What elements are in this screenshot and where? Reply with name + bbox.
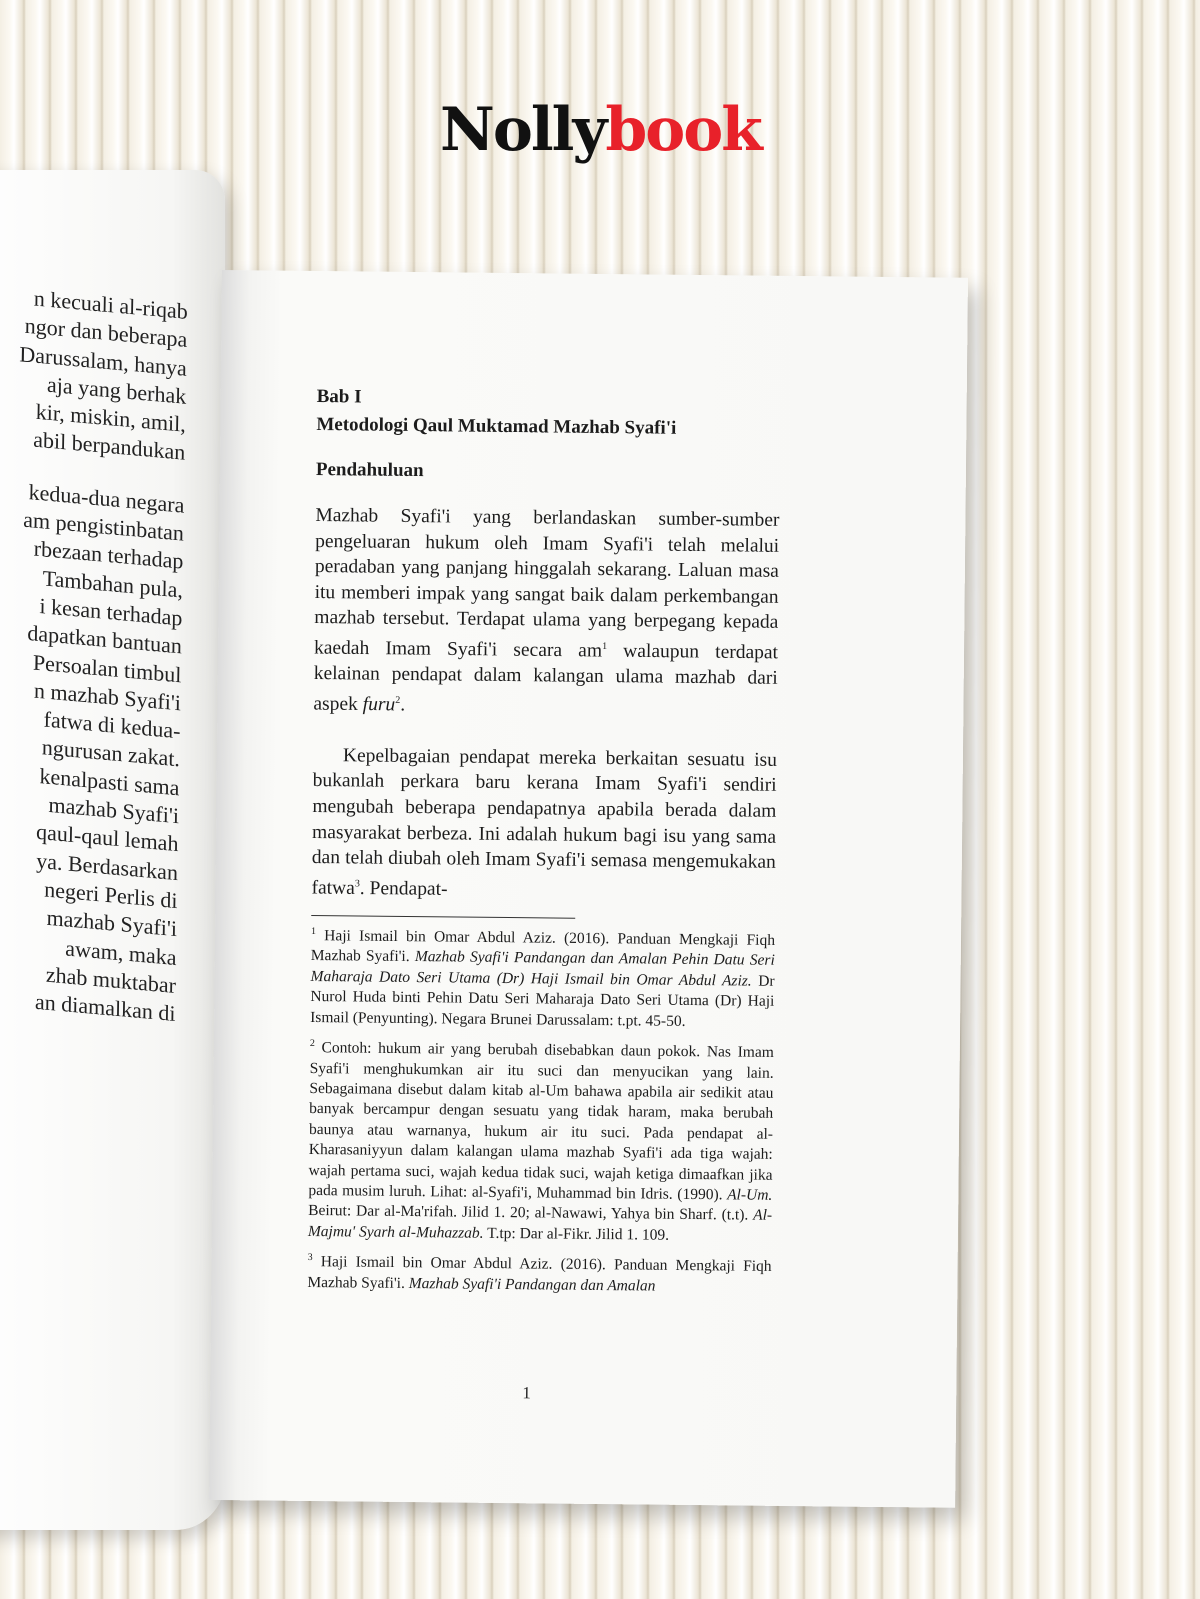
left-page-text — [0, 275, 188, 1029]
paragraph-1 — [313, 503, 779, 722]
footnote-2 — [308, 1034, 774, 1247]
left-line: an diamalkan di — [34, 988, 176, 1027]
left-line: awam, maka — [65, 934, 177, 970]
left-line: n kecuali al-riqab — [33, 285, 188, 324]
chapter-label: Bab I — [316, 385, 362, 408]
chapter-title: Metodologi Qaul Muktamad Mazhab Syafi'i — [316, 413, 677, 439]
logo-word-dark: Nolly — [440, 95, 606, 165]
left-line: kedua-dua negara — [28, 478, 185, 518]
left-line: Persoalan timbul — [32, 649, 182, 688]
left-line: dapatkan bantuan — [27, 620, 183, 659]
footnote-italic: Al-Um. — [727, 1186, 773, 1204]
paragraph-2 — [311, 743, 777, 906]
footnote-text: Dr Nurol Huda binti Pehin Datu Seri Maharaja Dato Seri Utama (Dr) Haji Ismail (Penyunting). Negara Brunei Darussalam: t.pt. 45-50. — [310, 972, 775, 1030]
left-line: ngor dan beberapa — [24, 313, 188, 353]
left-line: aja yang berhak — [46, 371, 187, 409]
logo-word-red: book — [605, 95, 761, 165]
footnote-text: Haji Ismail bin Omar Abdul Aziz. (2016). Panduan Mengkaji Fiqh Mazhab Syafi'i. — [307, 1253, 772, 1292]
footnote-italic: Mazhab Syafi'i Pandangan dan Amalan Pehin Datu Seri Maharaja Dato Seri Utama (Dr) Haji Ismail bin Omar Abdul Aziz. — [310, 948, 775, 990]
left-line: kir, miskin, amil, — [35, 398, 187, 437]
footnote-number: 3 — [307, 1252, 313, 1264]
left-line: am pengistinbatan — [23, 506, 185, 546]
footnote-number: 2 — [309, 1037, 315, 1050]
para1-text-mid: walaupun terdapat kelainan pendapat dalam kalangan ulama mazhab dari aspek — [313, 640, 779, 715]
left-line: negeri Perlis di — [44, 876, 178, 914]
footnote-italic: Mazhab Syafi'i Pandangan dan Amalan — [408, 1274, 656, 1295]
footnote-text: Beirut: Dar al-Ma'rifah. Jilid 1. 20; al-Nawawi, Yahya bin Sharf. (t.t). — [308, 1202, 754, 1225]
left-line: zhab muktabar — [45, 961, 177, 998]
left-line: kenalpasti sama — [39, 762, 180, 801]
footnote-ref-1: 1 — [602, 640, 608, 653]
left-line: qaul-qaul lemah — [35, 819, 179, 857]
left-line: ya. Berdasarkan — [36, 847, 179, 885]
section-heading: Pendahuluan — [315, 458, 424, 482]
para1-end: . — [400, 694, 406, 716]
left-line: ngurusan zakat. — [41, 734, 181, 772]
left-line: rbezaan terhadap — [33, 535, 184, 574]
footnote-number: 1 — [311, 925, 317, 937]
left-line: mazhab Syafi'i — [46, 904, 178, 942]
page-content — [307, 383, 781, 1298]
left-line: abil berpandukan — [32, 426, 186, 466]
footnote-divider — [311, 915, 575, 919]
footnote-text: Haji Ismail bin Omar Abdul Aziz. (2016). Panduan Mengkaji Fiqh Mazhab Syafi'i. — [310, 926, 776, 966]
left-page — [0, 170, 225, 1530]
footnote-ref-3: 3 — [354, 878, 360, 890]
page-number: 1 — [522, 1383, 531, 1403]
nollybook-watermark-logo — [440, 95, 761, 165]
footnote-3 — [307, 1248, 771, 1298]
para2-text: Kepelbagaian pendapat mereka berkaitan sesuatu isu bukanlah perkara baru kerana Imam Syafi'i sendiri mengubah beberapa pendapatnya apabila berada dalam masyarakat berbeza. Ini adalah hukum bagi isu yang sama dan telah diubah oleh Imam Syafi'i semasa mengemukakan fatwa — [311, 745, 778, 899]
right-page — [209, 270, 968, 1508]
footnote-ref-2: 2 — [395, 694, 401, 706]
footnote-text: Contoh: hukum air yang berubah disebabkan daun pokok. Nas Imam Syafi'i menghukumkan air itu suci dan menyucikan yang lain. Sebagaimana disebut dalam kitab al-Um bahawa apabila air sedikit atau banyak bercampur dengan sesuatu yang tidak haram, maka berubah baunya atau warnanya, hukum air itu suci. Pada pendapat al-Kharasaniyyun dalam kalangan ulama mazhab Syafi'i ada tiga wajah: wajah pertama suci, wajah kedua tidak suci, wajah ketiga dimaafkan jika pada musim luruh. Lihat: al-Syafi'i, Muhammad bin Idris. (1990). — [308, 1039, 774, 1204]
left-line: fatwa di kedua- — [43, 706, 181, 744]
footnote-italic: Al-Majmu' Syarh al-Muhazzab. — [307, 1207, 773, 1242]
footnote-text: T.tp: Dar al-Fikr. Jilid 1. 109. — [483, 1224, 670, 1244]
left-line: Darussalam, hanya — [19, 340, 187, 381]
left-line: Tambahan pula, — [42, 565, 184, 603]
left-line: i kesan terhadap — [39, 593, 183, 631]
footnote-1 — [310, 922, 775, 1033]
left-line: n mazhab Syafi'i — [33, 677, 182, 716]
para1-italic-furu: furu — [362, 693, 396, 715]
para1-text: Mazhab Syafi'i yang berlandaskan sumber-sumber pengeluaran hukum oleh Imam Syafi'i telah melalui peradaban yang panjang hinggalah sekarang. Laluan masa itu memberi impak yang sangat baik dalam perkembangan mazhab tersebut. Terdapat ulama yang berpegang kepada kaedah Imam Syafi'i secara am — [313, 504, 780, 662]
para2-end: . Pendapat- — [359, 877, 448, 900]
left-line: mazhab Syafi'i — [48, 791, 180, 829]
